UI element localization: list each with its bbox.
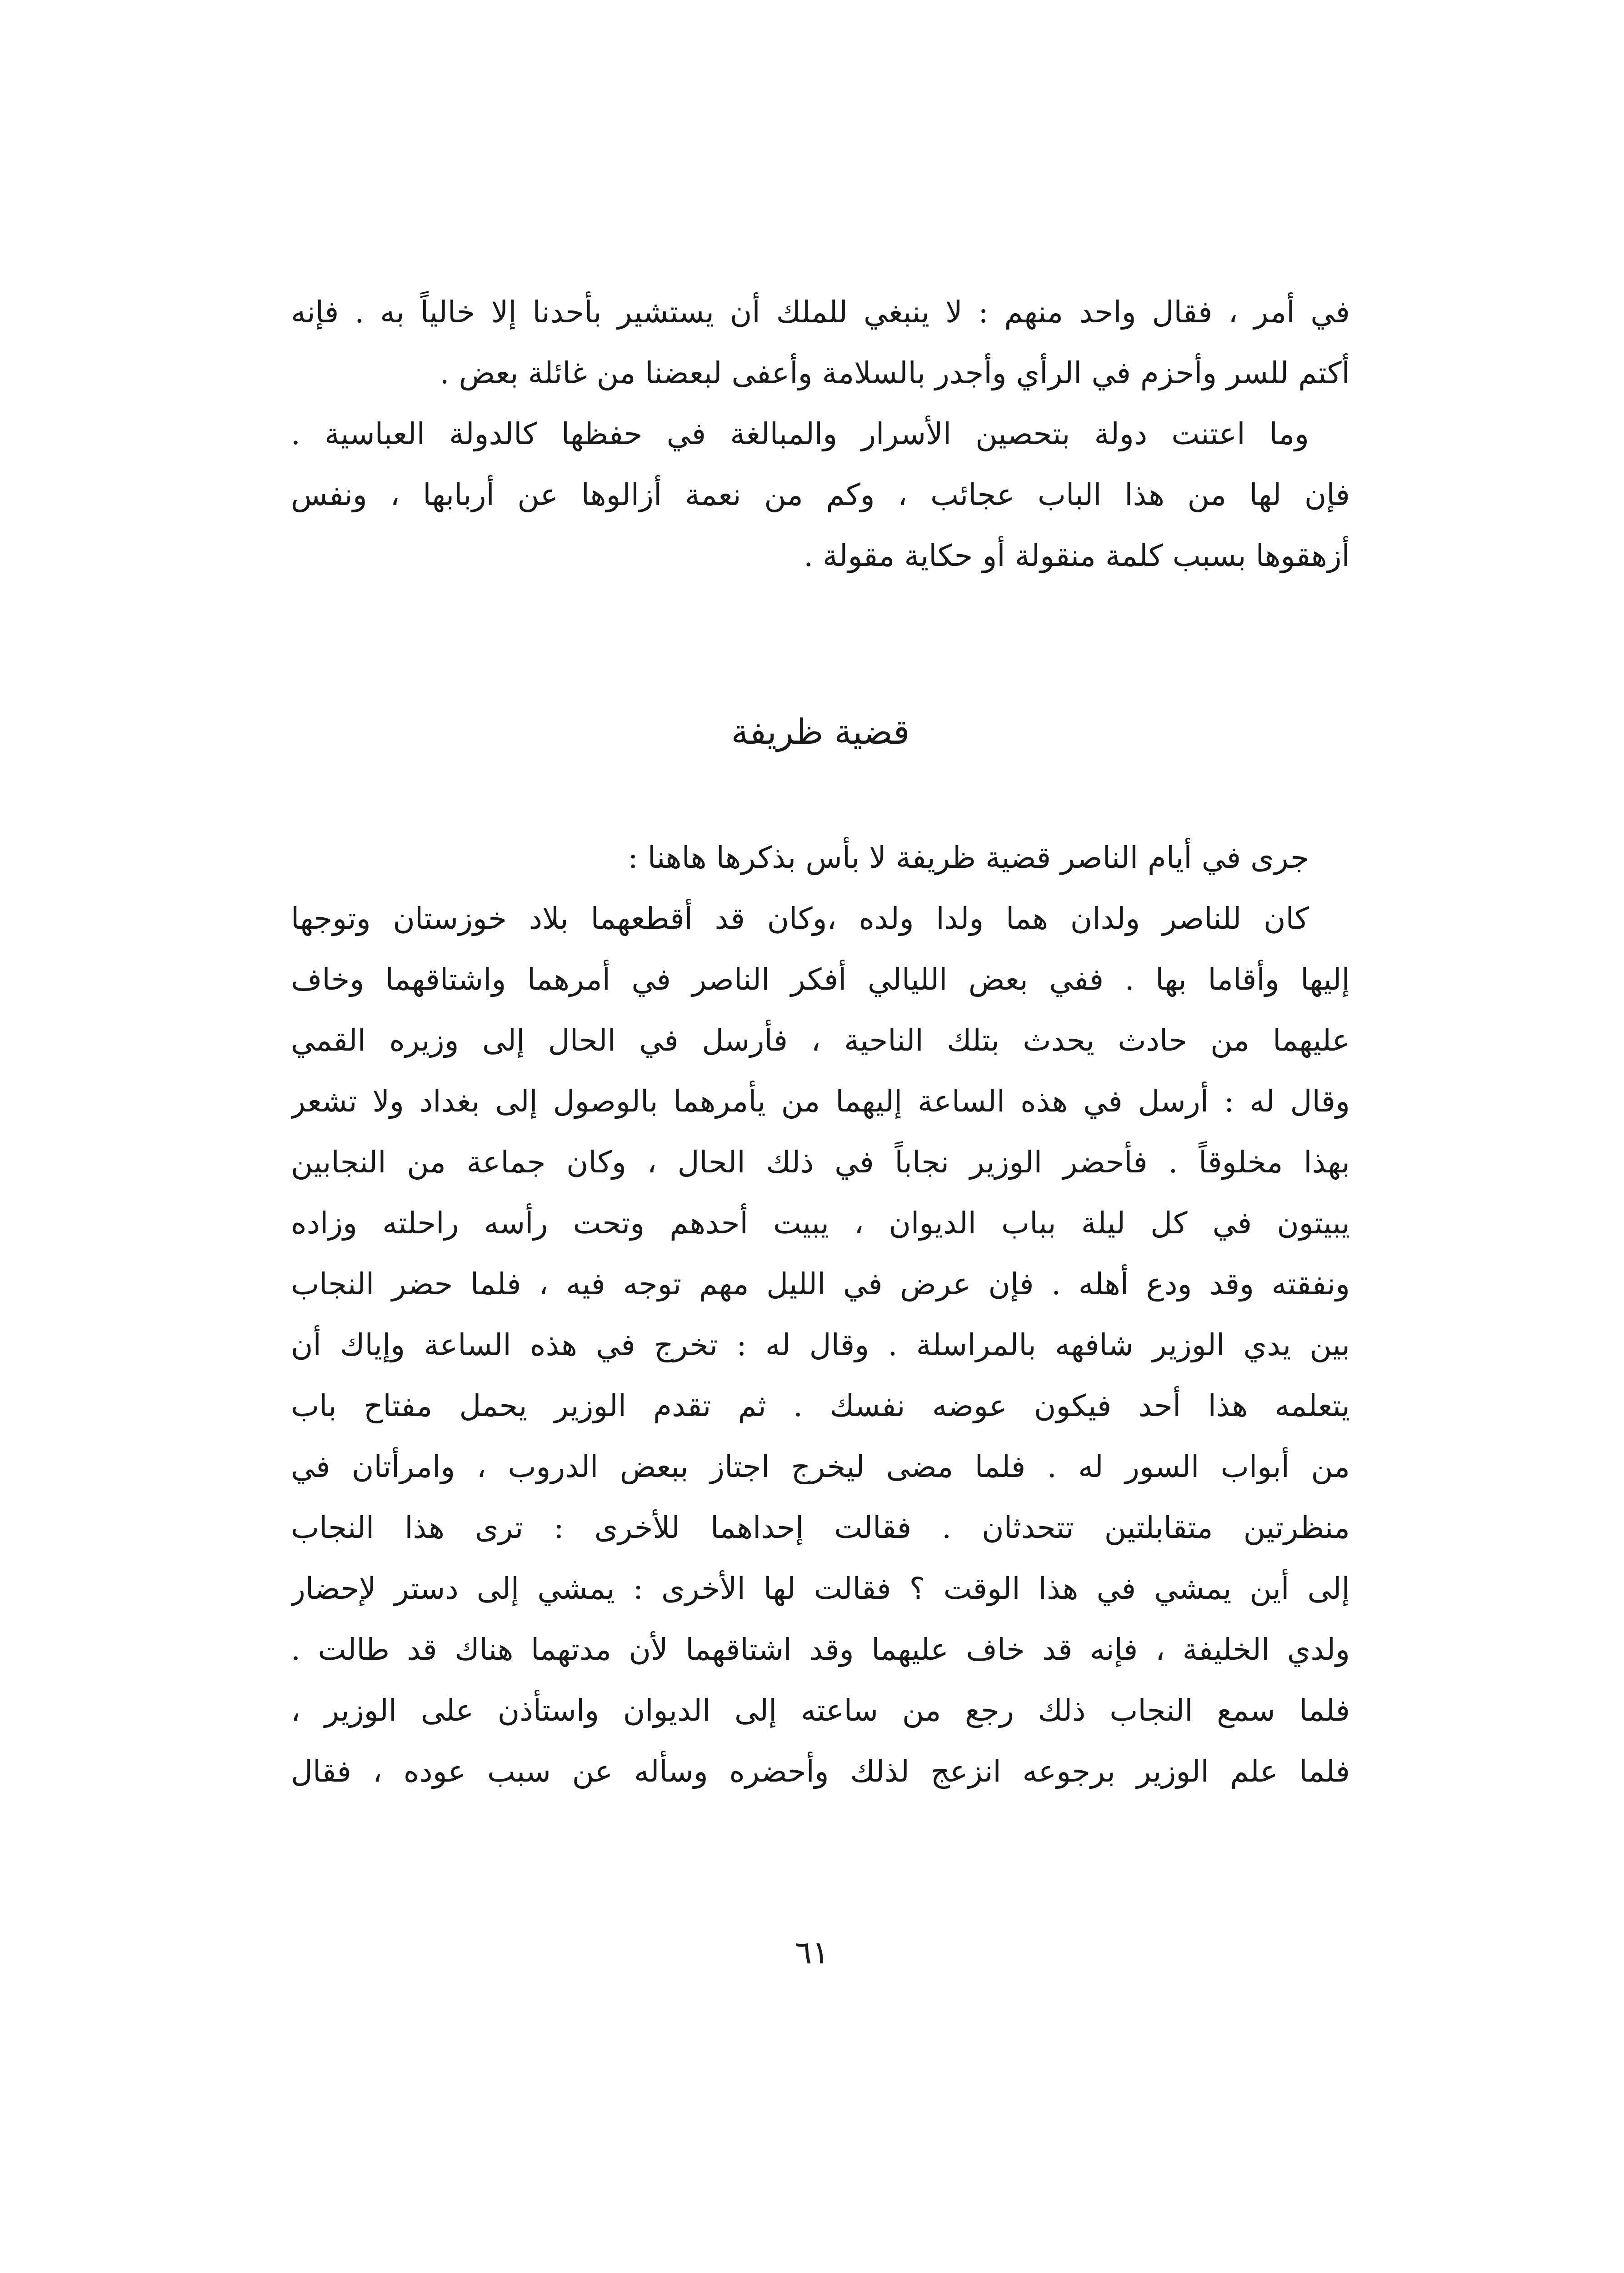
- text-line: جرى في أيام الناصر قضية ظريفة لا بأس بذكرها هاهنا :: [628, 840, 1309, 875]
- text-line: فإن لها من هذا الباب عجائب ، وكم من نعمة أزالوها عن أربابها ، ونفس: [291, 477, 1350, 512]
- text-line: إلى أين يمشي في هذا الوقت ؟ فقالت لها الأخرى : يمشي إلى دستر لإحضار: [291, 1571, 1350, 1606]
- text-line: بهذا مخلوقاً . فأحضر الوزير نجاباً في ذلك الحال ، وكان جماعة من النجابين: [291, 1145, 1350, 1180]
- text-line: بين يدي الوزير شافهه بالمراسلة . وقال له : تخرج في هذه الساعة وإياك أن: [291, 1327, 1350, 1362]
- text-line: إليها وأقاما بها . ففي بعض الليالي أفكر الناصر في أمرهما واشتاقهما وخاف: [291, 962, 1350, 997]
- text-line: فلما سمع النجاب ذلك رجع من ساعته إلى الديوان واستأذن على الوزير ،: [291, 1693, 1350, 1728]
- text-line: فلما علم الوزير برجوعه انزعج لذلك وأحضره وسأله عن سبب عوده ، فقال: [291, 1754, 1350, 1789]
- text-line: أكتم للسر وأحزم في الرأي وأجدر بالسلامة وأعفى لبعضنا من غائلة بعض .: [440, 355, 1350, 391]
- body-paragraphs: [291, 827, 1350, 1802]
- text-line: يبيتون في كل ليلة بباب الديوان ، يبيت أحدهم وتحت رأسه راحلته وزاده: [291, 1206, 1350, 1241]
- text-line: أزهقوها بسبب كلمة منقولة أو حكاية مقولة .: [804, 538, 1350, 573]
- text-line: وقال له : أرسل في هذه الساعة إليهما من يأمرهما بالوصول إلى بغداد ولا تشعر: [291, 1084, 1350, 1119]
- text-line: ونفقته وقد ودع أهله . فإن عرض في الليل مهم توجه فيه ، فلما حضر النجاب: [291, 1267, 1350, 1302]
- section-heading: قضية ظريفة: [731, 711, 910, 752]
- page-number: ٦١: [795, 1934, 829, 1971]
- top-paragraphs: [291, 282, 1350, 586]
- text-line: كان للناصر ولدان هما ولدا ولده ،وكان قد أقطعهما بلاد خوزستان وتوجها: [291, 901, 1309, 936]
- text-line: يتعلمه هذا أحد فيكون عوضه نفسك . ثم تقدم الوزير يحمل مفتاح باب: [291, 1388, 1350, 1423]
- text-line: عليهما من حادث يحدث بتلك الناحية ، فأرسل في الحال إلى وزيره القمي: [291, 1023, 1350, 1058]
- text-line: من أبواب السور له . فلما مضى ليخرج اجتاز ببعض الدروب ، وامرأتان في: [291, 1449, 1350, 1484]
- text-line: في أمر ، فقال واحد منهم : لا ينبغي للملك أن يستشير بأحدنا إلا خالياً به . فإنه: [291, 295, 1350, 330]
- text-line: ولدي الخليفة ، فإنه قد خاف عليهما وقد اشتاقهما لأن مدتهما هناك قد طالت .: [291, 1632, 1350, 1667]
- text-line: وما اعتنت دولة بتحصين الأسرار والمبالغة في حفظها كالدولة العباسية .: [291, 416, 1309, 451]
- text-line: منظرتين متقابلتين تتحدثان . فقالت إحداهما للأخرى : ترى هذا النجاب: [291, 1510, 1350, 1545]
